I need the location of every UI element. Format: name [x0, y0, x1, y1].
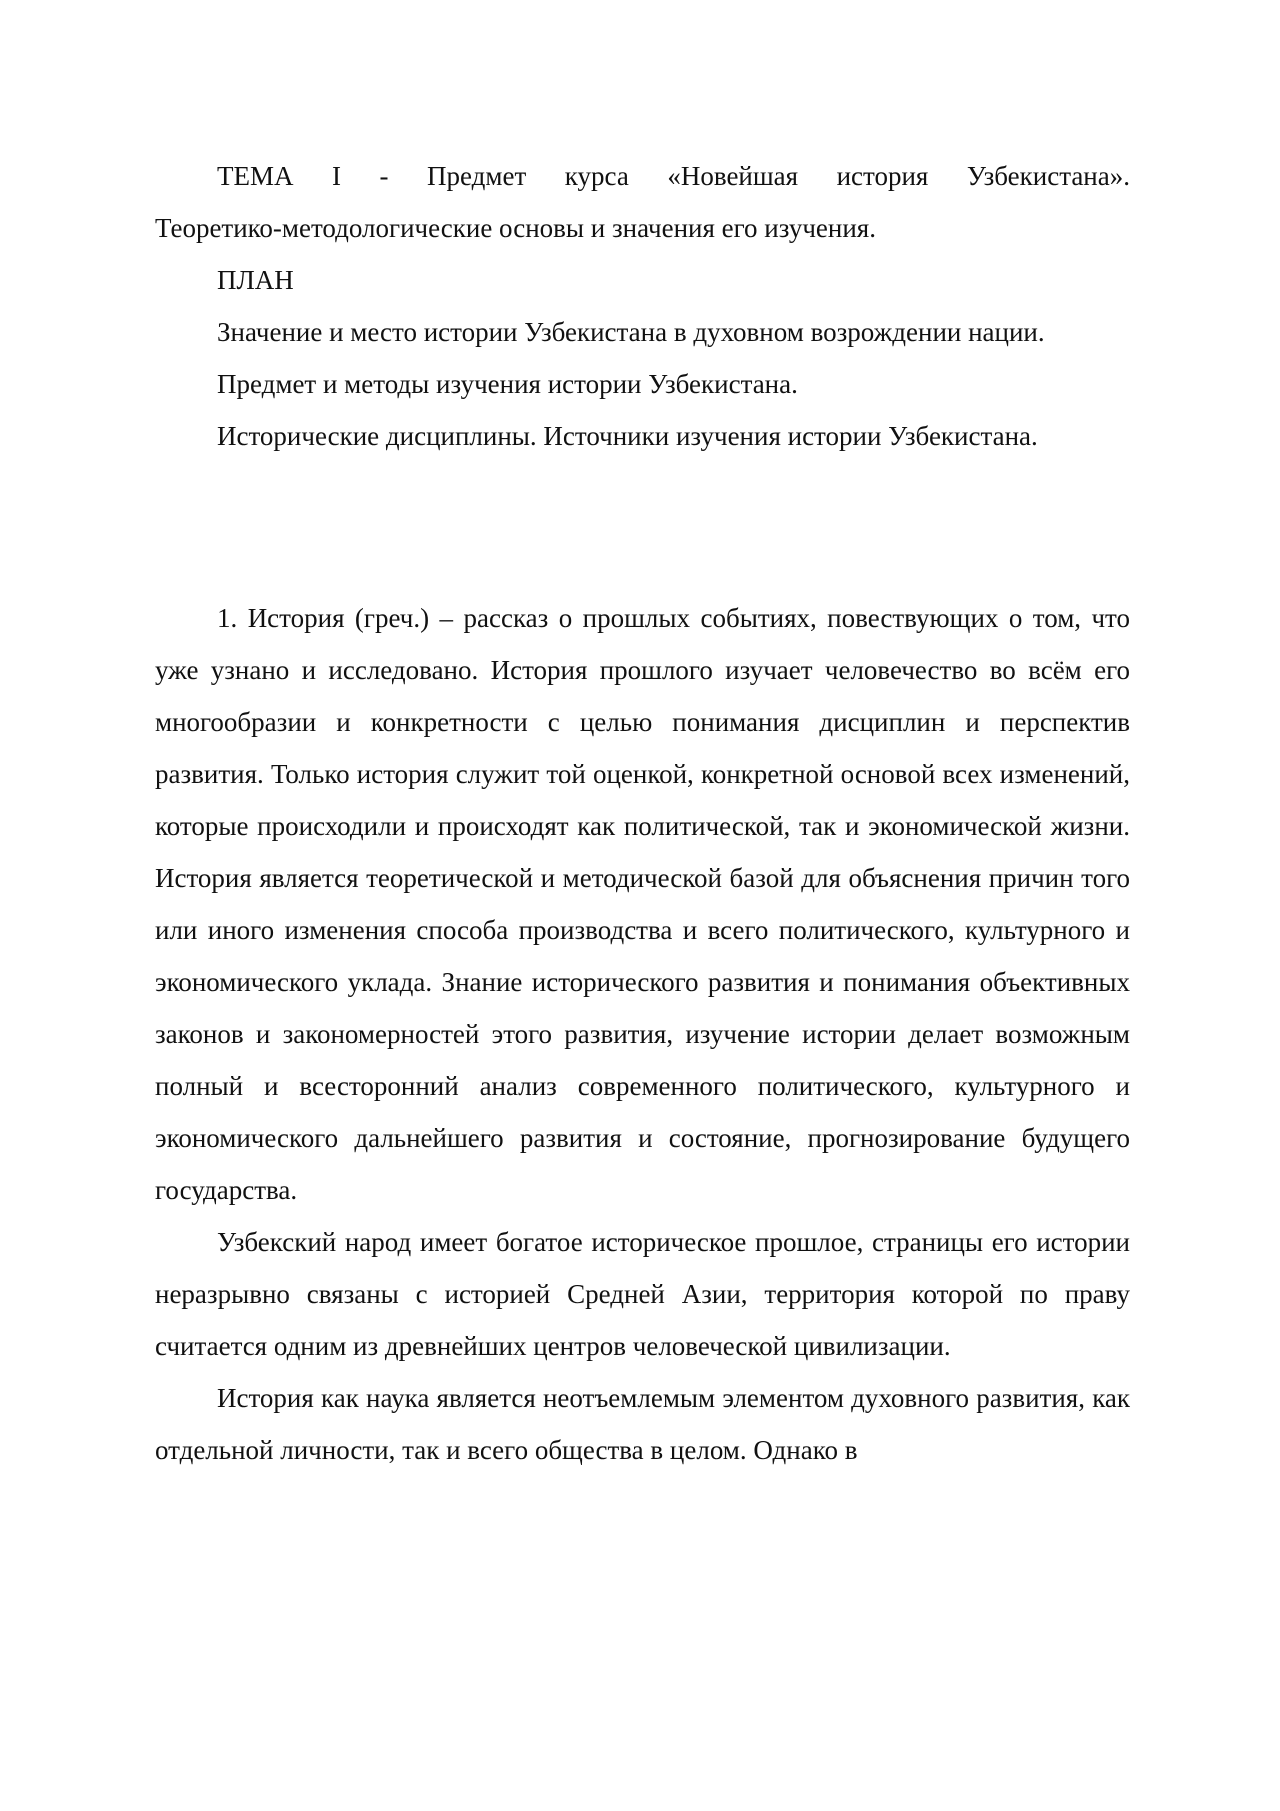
plan-item-2: Предмет и методы изучения истории Узбекистана.	[217, 369, 798, 399]
body-paragraph-1: 1. История (греч.) – рассказ о прошлых событиях, повествующих о том, что уже узнано и исследовано. История прошлого изучает человечество во всём его многообразии и конкретности с целью понимания дисциплин и перспектив развития. Только история служит той оценкой, конкретной основой всех изменений, которые происходили и происходят как политической, так и экономической жизни. История является теоретической и методической базой для объяснения причин того или иного изменения способа производства и всего политического, культурного и экономического уклада. Знание исторического развития и понимания объективных законов и закономерностей этого развития, изучение истории делает возможным полный и всесторонний анализ современного политического, культурного и экономического дальнейшего развития и состояние, прогнозирование будущего государства.	[155, 603, 1130, 1205]
document-page	[155, 150, 1130, 1476]
plan-item-3: Исторические дисциплины. Источники изучения истории Узбекистана.	[217, 421, 1038, 451]
topic-subtitle	[155, 202, 1130, 254]
section-spacer	[155, 462, 1130, 592]
plan-item-1: Значение и место истории Узбекистана в духовном возрождении нации.	[217, 317, 1045, 347]
topic-title-line-2: Теоретико-методологические основы и значения его изучения.	[155, 213, 876, 243]
body-paragraph-2: Узбекский народ имеет богатое историческое прошлое, страницы его истории неразрывно связаны с историей Средней Азии, территория которой по праву считается одним из древнейших центров человеческой цивилизации.	[155, 1227, 1130, 1361]
body-paragraph-3: История как наука является неотъемлемым элементом духовного развития, как отдельной личности, так и всего общества в целом. Однако в	[155, 1383, 1130, 1465]
topic-title	[155, 150, 1130, 202]
plan-heading: ПЛАН	[217, 265, 294, 295]
topic-title-line-1: ТЕМА I - Предмет курса «Новейшая история Узбекистана».	[217, 161, 1130, 191]
